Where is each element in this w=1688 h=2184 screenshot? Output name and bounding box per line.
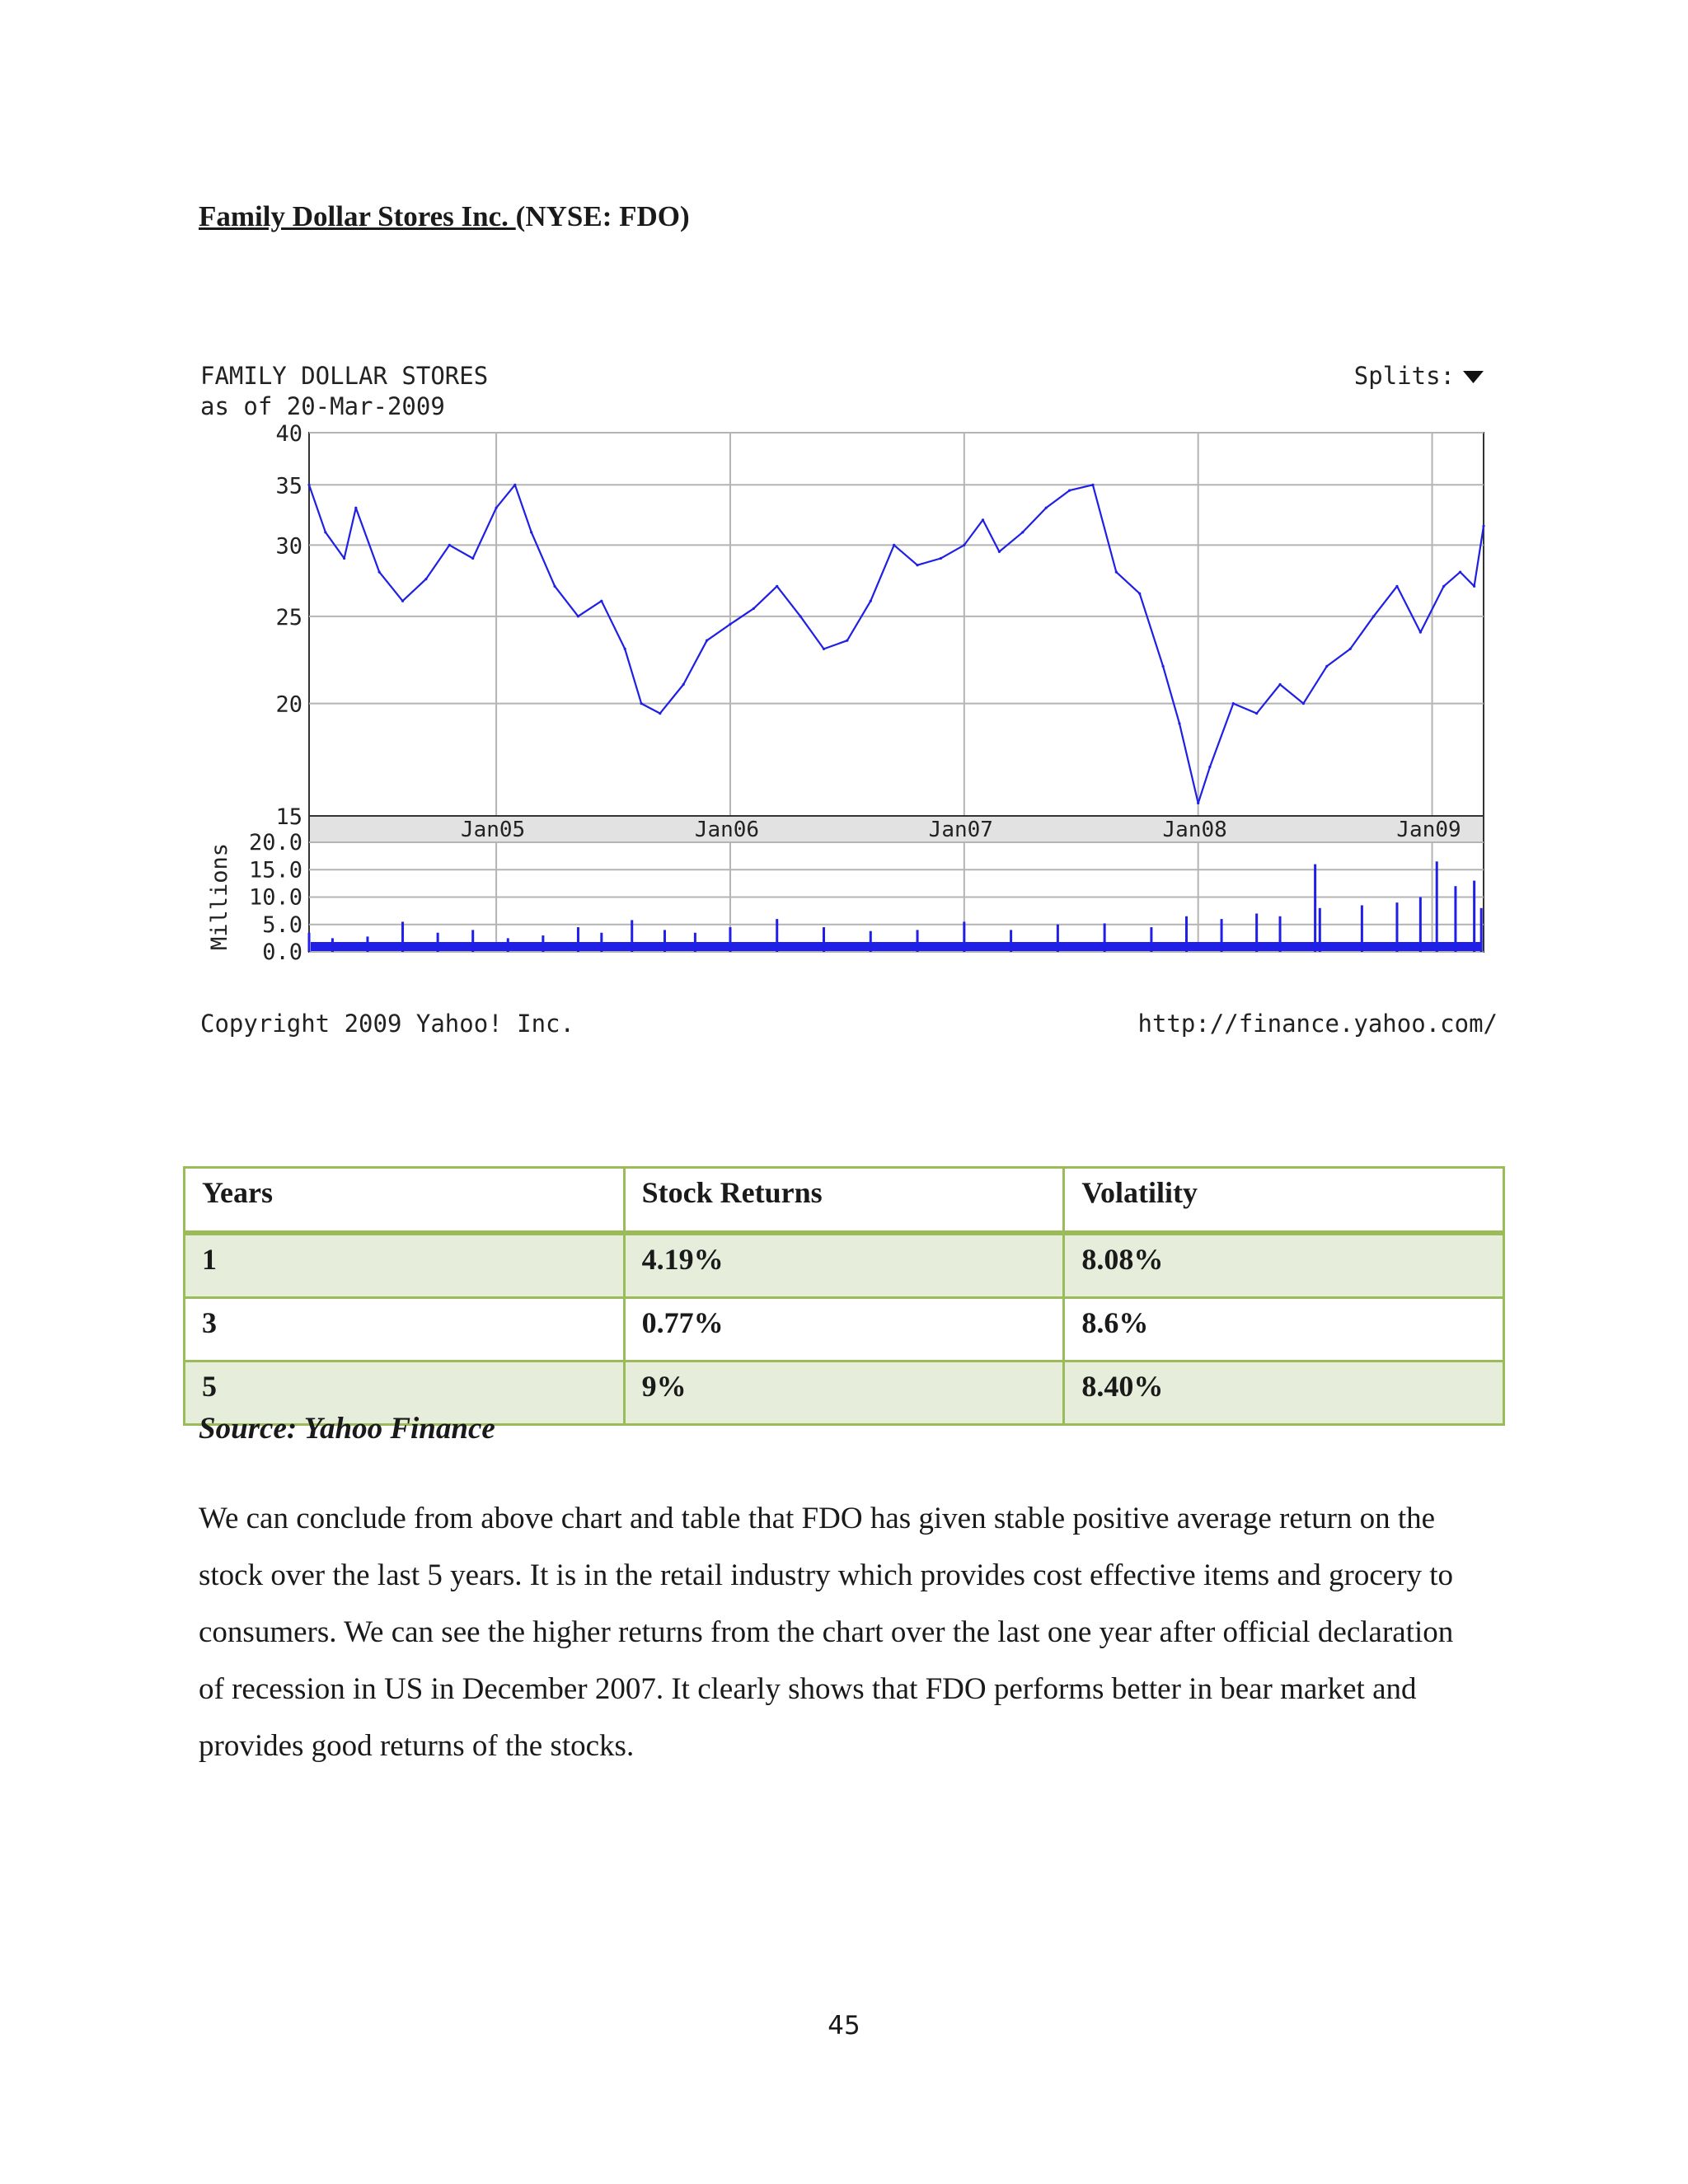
volume-bar	[1454, 886, 1456, 952]
volume-bar	[631, 920, 633, 952]
header-years: Years	[185, 1168, 625, 1234]
volume-bar	[1150, 927, 1152, 952]
price-point	[1068, 490, 1071, 492]
price-point	[1442, 585, 1445, 588]
ticker-label: (NYSE: FDO)	[515, 200, 690, 232]
x-tick-label: Jan07	[928, 818, 993, 842]
header-stock-returns: Stock Returns	[624, 1168, 1064, 1234]
volume-bar	[437, 933, 439, 952]
price-point	[471, 557, 474, 560]
price-point	[448, 544, 451, 546]
price-point	[1349, 648, 1352, 650]
volume-tick-label: 5.0	[262, 912, 302, 938]
price-point	[916, 564, 918, 566]
cell-volatility: 8.08%	[1064, 1233, 1504, 1298]
price-point	[354, 507, 357, 509]
price-point	[963, 544, 965, 546]
price-point	[1208, 766, 1211, 768]
price-point	[1021, 531, 1024, 533]
volume-bar	[1395, 902, 1398, 952]
price-point	[893, 544, 895, 546]
price-point	[577, 615, 579, 617]
volume-tick-label: 15.0	[248, 857, 302, 883]
volume-bar	[1279, 916, 1282, 952]
price-point	[682, 683, 685, 686]
volume-bar	[1319, 908, 1321, 952]
volume-bar	[1255, 913, 1258, 952]
price-tick-label: 35	[275, 473, 302, 499]
price-point	[1162, 665, 1165, 668]
table-row	[185, 1233, 1504, 1298]
price-point	[1138, 593, 1141, 595]
volume-bar	[507, 938, 509, 952]
price-point	[343, 557, 345, 560]
x-tick-label: Jan09	[1396, 818, 1461, 842]
x-tick-label: Jan06	[694, 818, 760, 842]
volume-bar	[1361, 905, 1363, 952]
price-point	[659, 712, 661, 715]
volume-bar	[694, 933, 696, 952]
volume-tick-label: 20.0	[248, 830, 302, 855]
price-point	[1325, 665, 1328, 668]
cell-stock-returns: 0.77%	[624, 1298, 1064, 1361]
volume-bar	[471, 930, 474, 952]
price-point	[706, 640, 708, 642]
price-tick-label: 15	[275, 804, 302, 830]
volume-tick-label: 10.0	[248, 884, 302, 911]
price-point	[870, 600, 872, 602]
price-point	[307, 484, 310, 486]
price-panel	[275, 421, 1484, 830]
chart-subtitle: as of 20-Mar-2009	[200, 392, 445, 420]
volume-bar	[1185, 916, 1188, 952]
cell-years: 5	[185, 1361, 625, 1425]
volume-bar	[1480, 908, 1483, 952]
copyright-text: Copyright 2009 Yahoo! Inc.	[200, 1010, 574, 1038]
volume-panel	[249, 830, 1484, 965]
price-point	[1232, 702, 1235, 705]
volume-bar	[1473, 881, 1475, 952]
volume-bar	[1419, 898, 1422, 953]
returns-table-wrapper	[183, 1166, 1505, 1426]
cell-volatility: 8.40%	[1064, 1361, 1504, 1425]
volume-bar	[331, 938, 334, 952]
price-point	[1197, 802, 1199, 804]
volume-bar	[542, 935, 544, 952]
volume-bar	[577, 927, 579, 952]
x-tick-label: Jan08	[1162, 818, 1227, 842]
price-plot-area	[309, 433, 1484, 816]
volume-bar	[600, 933, 603, 952]
body-paragraph: We can conclude from above chart and table that FDO has given stable positive average return on the stock over the last 5 years. It is in the retail industry which provides cost effective items and grocery to consumers. We can see the higher returns from the chart over the last one year after official declaration of recession in US in December 2007. It clearly shows that FDO performs better in bear market and provides good returns of the stocks.	[199, 1502, 1454, 1763]
volume-bar	[1314, 865, 1316, 952]
table-row	[185, 1298, 1504, 1361]
price-point	[513, 484, 516, 486]
price-point	[753, 607, 755, 610]
volume-bar	[729, 927, 731, 952]
volume-bar	[308, 933, 311, 952]
splits-label: Splits:	[1353, 363, 1455, 390]
source-caption: Source: Yahoo Finance	[199, 1412, 495, 1446]
volume-bar	[776, 919, 778, 952]
price-point	[424, 578, 427, 580]
price-point	[1482, 525, 1484, 527]
volume-bar	[917, 930, 919, 952]
price-point	[1091, 484, 1094, 486]
price-point	[998, 551, 1001, 553]
chart-title: FAMILY DOLLAR STORES	[200, 363, 489, 390]
volume-bar	[963, 921, 965, 952]
volume-bar	[823, 927, 825, 952]
price-point	[530, 531, 532, 533]
price-point	[1255, 712, 1258, 715]
price-point	[324, 531, 326, 533]
price-tick-label: 30	[275, 533, 302, 560]
table-header-row	[185, 1168, 1504, 1234]
volume-axis-label: Millions	[207, 842, 232, 951]
price-point	[1115, 570, 1118, 573]
stock-chart-svg	[198, 363, 1500, 1047]
price-tick-label: 20	[275, 691, 302, 718]
cell-stock-returns: 9%	[624, 1361, 1064, 1425]
price-tick-label: 25	[275, 604, 302, 630]
splits-arrow-icon[interactable]	[1463, 371, 1484, 383]
price-point	[600, 600, 603, 602]
price-point	[401, 600, 404, 602]
volume-bar	[366, 936, 368, 952]
price-point	[1459, 570, 1461, 573]
volume-bar	[1010, 930, 1012, 952]
price-point	[1045, 507, 1048, 509]
cell-volatility: 8.6%	[1064, 1298, 1504, 1361]
price-point	[776, 585, 778, 588]
price-point	[624, 648, 626, 650]
page-heading	[199, 200, 690, 233]
volume-bar	[663, 930, 666, 952]
cell-years: 1	[185, 1233, 625, 1298]
x-tick-label: Jan05	[460, 818, 526, 842]
price-point	[1178, 722, 1180, 724]
volume-bar	[1221, 919, 1223, 952]
header-volatility: Volatility	[1064, 1168, 1504, 1234]
volume-bar	[401, 921, 404, 952]
price-point	[1395, 585, 1398, 588]
price-point	[729, 623, 731, 626]
price-point	[940, 557, 942, 560]
company-name: Family Dollar Stores Inc.	[199, 200, 516, 232]
returns-table	[183, 1166, 1505, 1426]
page-number: 45	[828, 2011, 860, 2041]
price-point	[1372, 615, 1375, 617]
cell-years: 3	[185, 1298, 625, 1361]
volume-baseline-band	[311, 942, 1482, 951]
stock-chart	[198, 363, 1500, 1047]
volume-bar	[870, 931, 872, 952]
source-url[interactable]: http://finance.yahoo.com/	[1137, 1010, 1498, 1038]
price-point	[1278, 683, 1281, 686]
volume-bar	[1436, 861, 1438, 952]
price-tick-label: 40	[275, 421, 302, 447]
price-point	[1419, 631, 1422, 634]
price-point	[640, 702, 642, 705]
volume-bar	[1057, 925, 1059, 952]
cell-stock-returns: 4.19%	[624, 1233, 1064, 1298]
price-point	[378, 570, 381, 573]
volume-tick-label: 0.0	[262, 940, 302, 965]
price-point	[495, 507, 497, 509]
price-point	[982, 518, 984, 521]
volume-bar	[1104, 923, 1106, 952]
price-point	[553, 585, 556, 588]
price-point	[799, 615, 802, 617]
price-point	[1302, 702, 1305, 705]
price-point	[1473, 585, 1475, 588]
price-point	[823, 648, 825, 650]
price-point	[846, 640, 848, 642]
